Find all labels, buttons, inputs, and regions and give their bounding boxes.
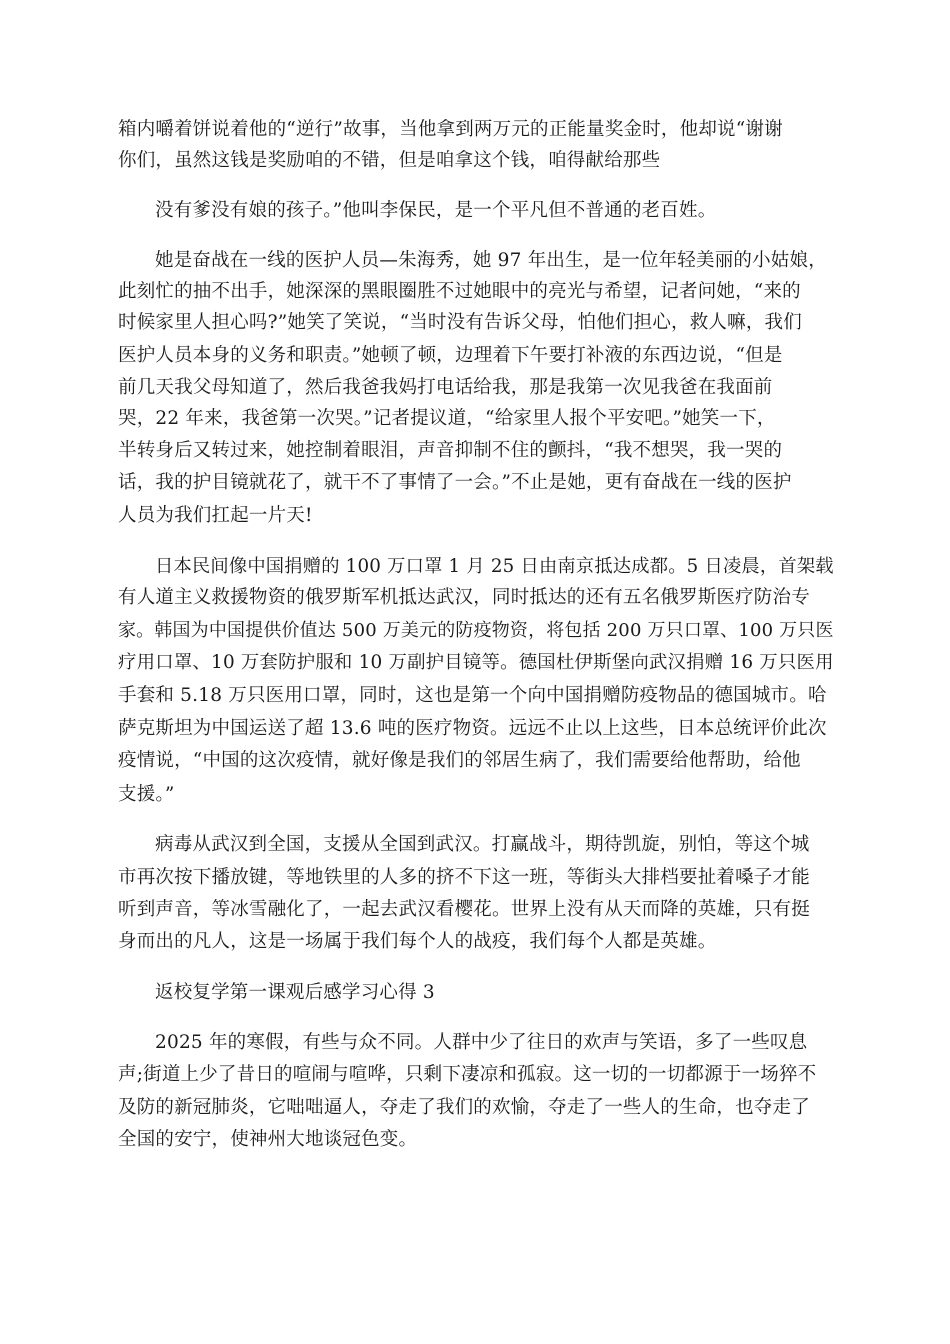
paragraph-4-line-5: 手套和 5.18 万只医用口罩，同时，这也是第一个向中国捐赠防疫物品的德国城市。哈	[118, 685, 827, 706]
paragraph-5-line-4: 身而出的凡人，这是一场属于我们每个人的战疫，我们每个人都是英雄。	[118, 931, 717, 952]
paragraph-6-line-4: 全国的安宁，使神州大地谈冠色变。	[118, 1129, 418, 1150]
paragraph-3-line-8: 话，我的护目镜就花了，就干不了事情了一会。”不止是她，更有奋战在一线的医护	[118, 472, 792, 493]
paragraph-4-line-6: 萨克斯坦为中国运送了超 13.6 吨的医疗物资。远远不止以上这些，日本总统评价此次	[118, 718, 827, 739]
paragraph-4-line-8: 支援。”	[118, 784, 175, 805]
paragraph-3-line-7: 半转身后又转过来，她控制着眼泪，声音抑制不住的颤抖，“我不想哭，我一哭的	[118, 440, 783, 461]
paragraph-1-line-1: 箱内嚼着饼说着他的“逆行”故事，当他拿到两万元的正能量奖金时，他却说“谢谢	[118, 119, 783, 140]
paragraph-4-line-3: 家。韩国为中国提供价值达 500 万美元的防疫物资，将包括 200 万只口罩、100 万只医	[118, 620, 834, 641]
paragraph-5-line-1: 病毒从武汉到全国，支援从全国到武汉。打赢战斗，期待凯旋，别怕，等这个城	[155, 834, 810, 855]
paragraph-3-line-3: 时候家里人担心吗?”她笑了笑说，“当时没有告诉父母，怕他们担心，救人嘛，我们	[118, 312, 802, 333]
paragraph-6-line-3: 及防的新冠肺炎，它咄咄逼人，夺走了我们的欢愉，夺走了一些人的生命，也夺走了	[118, 1097, 810, 1118]
paragraph-6-line-1: 2025 年的寒假，有些与众不同。人群中少了往日的欢声与笑语，多了一些叹息	[155, 1032, 808, 1053]
paragraph-2-line-1: 没有爹没有娘的孩子。”他叫李保民，是一个平凡但不普通的老百姓。	[155, 200, 717, 221]
paragraph-1-line-2: 你们，虽然这钱是奖励咱的不错，但是咱拿这个钱，咱得献给那些	[118, 150, 661, 171]
paragraph-6-line-2: 声;街道上少了昔日的喧闹与喧哗，只剩下凄凉和孤寂。这一切的一切都源于一场猝不	[118, 1064, 817, 1085]
paragraph-5-line-3: 听到声音，等冰雪融化了，一起去武汉看樱花。世界上没有从天而降的英雄，只有挺	[118, 899, 810, 920]
paragraph-4-line-4: 疗用口罩、10 万套防护服和 10 万副护目镜等。德国杜伊斯堡向武汉捐赠 16 万只医用	[118, 652, 834, 673]
section-heading: 返校复学第一课观后感学习心得 3	[155, 982, 435, 1003]
paragraph-3-line-5: 前几天我父母知道了，然后我爸我妈打电话给我，那是我第一次见我爸在我面前	[118, 377, 773, 398]
paragraph-4-line-1: 日本民间像中国捐赠的 100 万口罩 1 月 25 日由南京抵达成都。5 日凌晨，首架载	[155, 556, 834, 577]
paragraph-3-line-4: 医护人员本身的义务和职责。”她顿了顿，边理着下午要打补液的东西边说，“但是	[118, 345, 783, 366]
paragraph-3-line-2: 此刻忙的抽不出手，她深深的黑眼圈胜不过她眼中的亮光与希望，记者问她，“来的	[118, 281, 801, 302]
paragraph-5-line-2: 市再次按下播放键，等地铁里的人多的挤不下这一班，等街头大排档要扯着嗓子才能	[118, 867, 810, 888]
paragraph-3-line-6: 哭，22 年来，我爸第一次哭。”记者提议道，“给家里人报个平安吧。”她笑一下，	[118, 408, 776, 429]
paragraph-4-line-7: 疫情说，“中国的这次疫情，就好像是我们的邻居生病了，我们需要给他帮助，给他	[118, 750, 801, 771]
paragraph-3-line-1: 她是奋战在一线的医护人员—朱海秀，她 97 年出生，是一位年轻美丽的小姑娘，	[155, 250, 827, 271]
paragraph-4-line-2: 有人道主义救援物资的俄罗斯军机抵达武汉，同时抵达的还有五名俄罗斯医疗防治专	[118, 587, 810, 608]
paragraph-3-line-9: 人员为我们扛起一片天!	[118, 505, 313, 526]
